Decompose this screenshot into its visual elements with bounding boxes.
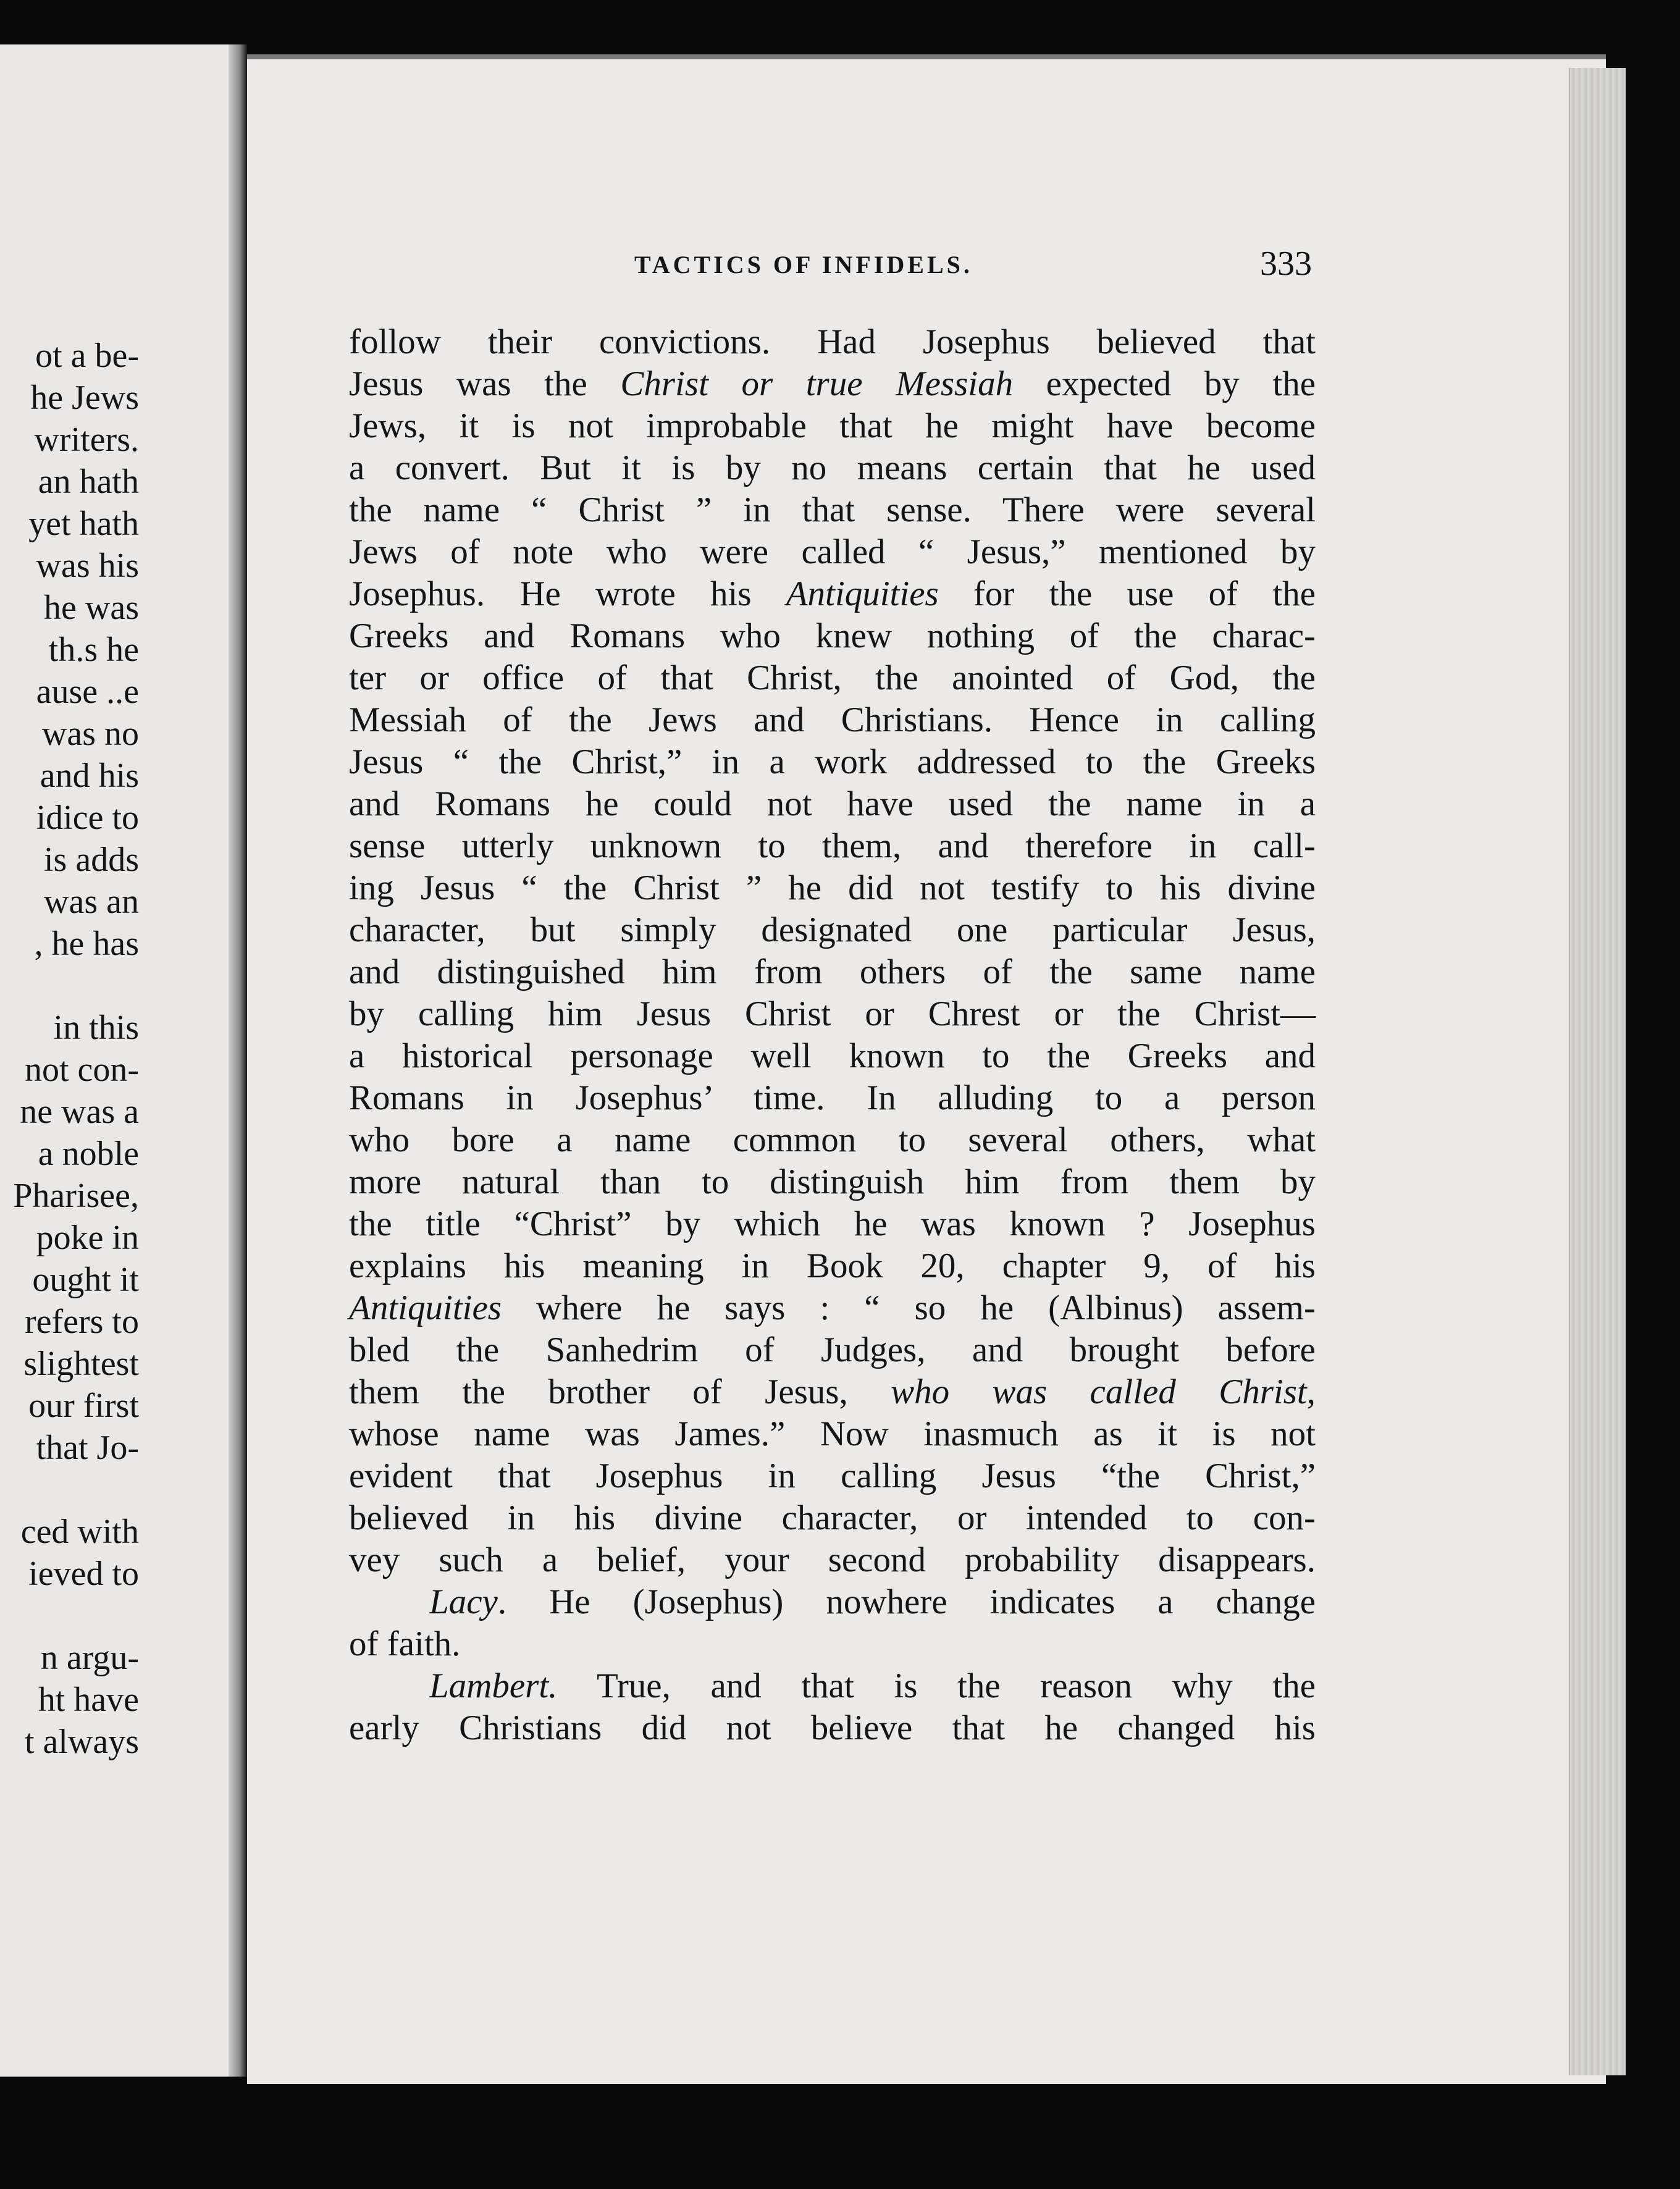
- text-line: Jews of note who were called “ Jesus,” mentioned by: [349, 532, 1316, 571]
- left-page-line: th.s he: [48, 631, 139, 669]
- italic-text: Christ or true Messiah: [620, 364, 1014, 403]
- left-page-line: was no: [41, 715, 139, 753]
- text-line: Jews, it is not improbable that he might have become: [349, 406, 1316, 445]
- text-line: a convert. But it is by no means certain that he used: [349, 448, 1316, 487]
- text-line: ter or office of that Christ, the anointed of God, the: [349, 658, 1316, 697]
- left-page-line: is adds: [44, 841, 139, 879]
- page-edges: [1569, 68, 1626, 2075]
- text-line: the title “Christ” by which he was known ? Josephus: [349, 1204, 1316, 1243]
- text-line: and distinguished him from others of the same name: [349, 952, 1316, 991]
- text-segment: where he says : “ so he (Albinus) assem-: [501, 1288, 1316, 1327]
- left-page-line: poke in: [36, 1219, 139, 1257]
- text-line: early Christians did not believe that he changed his: [349, 1708, 1316, 1747]
- text-line: [349, 1287, 1316, 1329]
- left-page-line: an hath: [38, 463, 139, 501]
- left-page-line: he was: [44, 589, 139, 627]
- left-page-line: he Jews: [30, 379, 139, 417]
- left-page-line: writers.: [34, 421, 139, 459]
- left-page-line: idice to: [36, 799, 139, 837]
- text-line: believed in his divine character, or intended to con-: [349, 1498, 1316, 1537]
- italic-text: Lacy: [429, 1582, 498, 1621]
- page-number: 333: [1260, 245, 1312, 283]
- text-line: Greeks and Romans who knew nothing of the charac-: [349, 616, 1316, 655]
- left-page-line: slightest: [23, 1345, 139, 1383]
- text-segment: Jesus was the: [349, 364, 621, 403]
- text-line: [349, 573, 1316, 615]
- left-page-line: ieved to: [28, 1555, 139, 1593]
- text-line: a historical personage well known to the Greeks and: [349, 1036, 1316, 1075]
- italic-text: who was called Christ: [891, 1372, 1307, 1411]
- text-line: who bore a name common to several others, what: [349, 1120, 1316, 1159]
- page-top-edge: [247, 54, 1606, 59]
- text-line: the name “ Christ ” in that sense. There were several: [349, 490, 1316, 529]
- left-page-line: t always: [24, 1723, 139, 1761]
- left-page-line: , he has: [34, 925, 139, 963]
- text-line: ing Jesus “ the Christ ” he did not testify to his divine: [349, 868, 1316, 907]
- text-segment: ,: [1306, 1372, 1316, 1411]
- text-line: more natural than to distinguish him from them by: [349, 1162, 1316, 1201]
- running-head: TACTICS OF INFIDELS.: [634, 251, 973, 279]
- text-line: vey such a belief, your second probability disappears.: [349, 1540, 1316, 1579]
- text-line: [349, 363, 1316, 405]
- text-line: explains his meaning in Book 20, chapter 9, of his: [349, 1246, 1316, 1285]
- text-line: evident that Josephus in calling Jesus “the Christ,”: [349, 1456, 1316, 1495]
- left-page-line: Pharisee,: [13, 1177, 139, 1215]
- text-segment: . He (Josephus) nowhere indicates a change: [497, 1582, 1316, 1621]
- text-line: character, but simply designated one particular Jesus,: [349, 910, 1316, 949]
- left-page-line: our first: [28, 1387, 139, 1425]
- italic-text: Antiquities: [349, 1288, 502, 1327]
- left-page-line: that Jo-: [36, 1429, 139, 1467]
- text-segment: expected by the: [1013, 364, 1316, 403]
- left-page-line: n argu-: [40, 1639, 139, 1677]
- text-line: of faith.: [349, 1624, 461, 1663]
- text-line: by calling him Jesus Christ or Chrest or the Christ—: [349, 994, 1316, 1033]
- text-line: sense utterly unknown to them, and therefore in call-: [349, 826, 1316, 865]
- left-page-line: not con-: [24, 1051, 139, 1089]
- left-page-line: ause ..e: [36, 673, 139, 711]
- left-facing-page: [0, 44, 229, 2077]
- italic-text: Lambert.: [429, 1666, 558, 1705]
- left-page-line: ot a be-: [35, 337, 139, 375]
- italic-text: Antiquities: [786, 574, 939, 613]
- text-line: bled the Sanhedrim of Judges, and brought before: [349, 1330, 1316, 1369]
- text-line: Messiah of the Jews and Christians. Hence in calling: [349, 700, 1316, 739]
- text-line: Jesus “ the Christ,” in a work addressed to the Greeks: [349, 742, 1316, 781]
- left-page-line: ht have: [38, 1681, 139, 1719]
- text-line: Romans in Josephus’ time. In alluding to a person: [349, 1078, 1316, 1117]
- left-page-line: ne was a: [20, 1093, 139, 1131]
- text-line: [349, 1581, 1316, 1623]
- text-line: [349, 1371, 1316, 1413]
- text-segment: them the brother of Jesus,: [349, 1372, 891, 1411]
- text-line: [349, 1665, 1316, 1707]
- left-page-line: and his: [40, 757, 139, 795]
- text-line: whose name was James.” Now inasmuch as it is not: [349, 1414, 1316, 1453]
- text-line: follow their convictions. Had Josephus believed that: [349, 322, 1316, 361]
- text-segment: True, and that is the reason why the: [557, 1666, 1316, 1705]
- left-page-line: refers to: [24, 1303, 139, 1341]
- text-line: and Romans he could not have used the name in a: [349, 784, 1316, 823]
- left-page-line: in this: [53, 1009, 139, 1047]
- left-page-line: yet hath: [28, 505, 139, 543]
- left-page-line: ced with: [20, 1513, 139, 1551]
- text-segment: Josephus. He wrote his: [349, 574, 786, 613]
- book-gutter: [229, 44, 247, 2077]
- left-page-line: ought it: [32, 1261, 139, 1299]
- left-page-line: was his: [36, 547, 139, 585]
- left-page-line: a noble: [38, 1135, 139, 1173]
- text-segment: for the use of the: [938, 574, 1316, 613]
- left-page-line: was an: [44, 883, 139, 921]
